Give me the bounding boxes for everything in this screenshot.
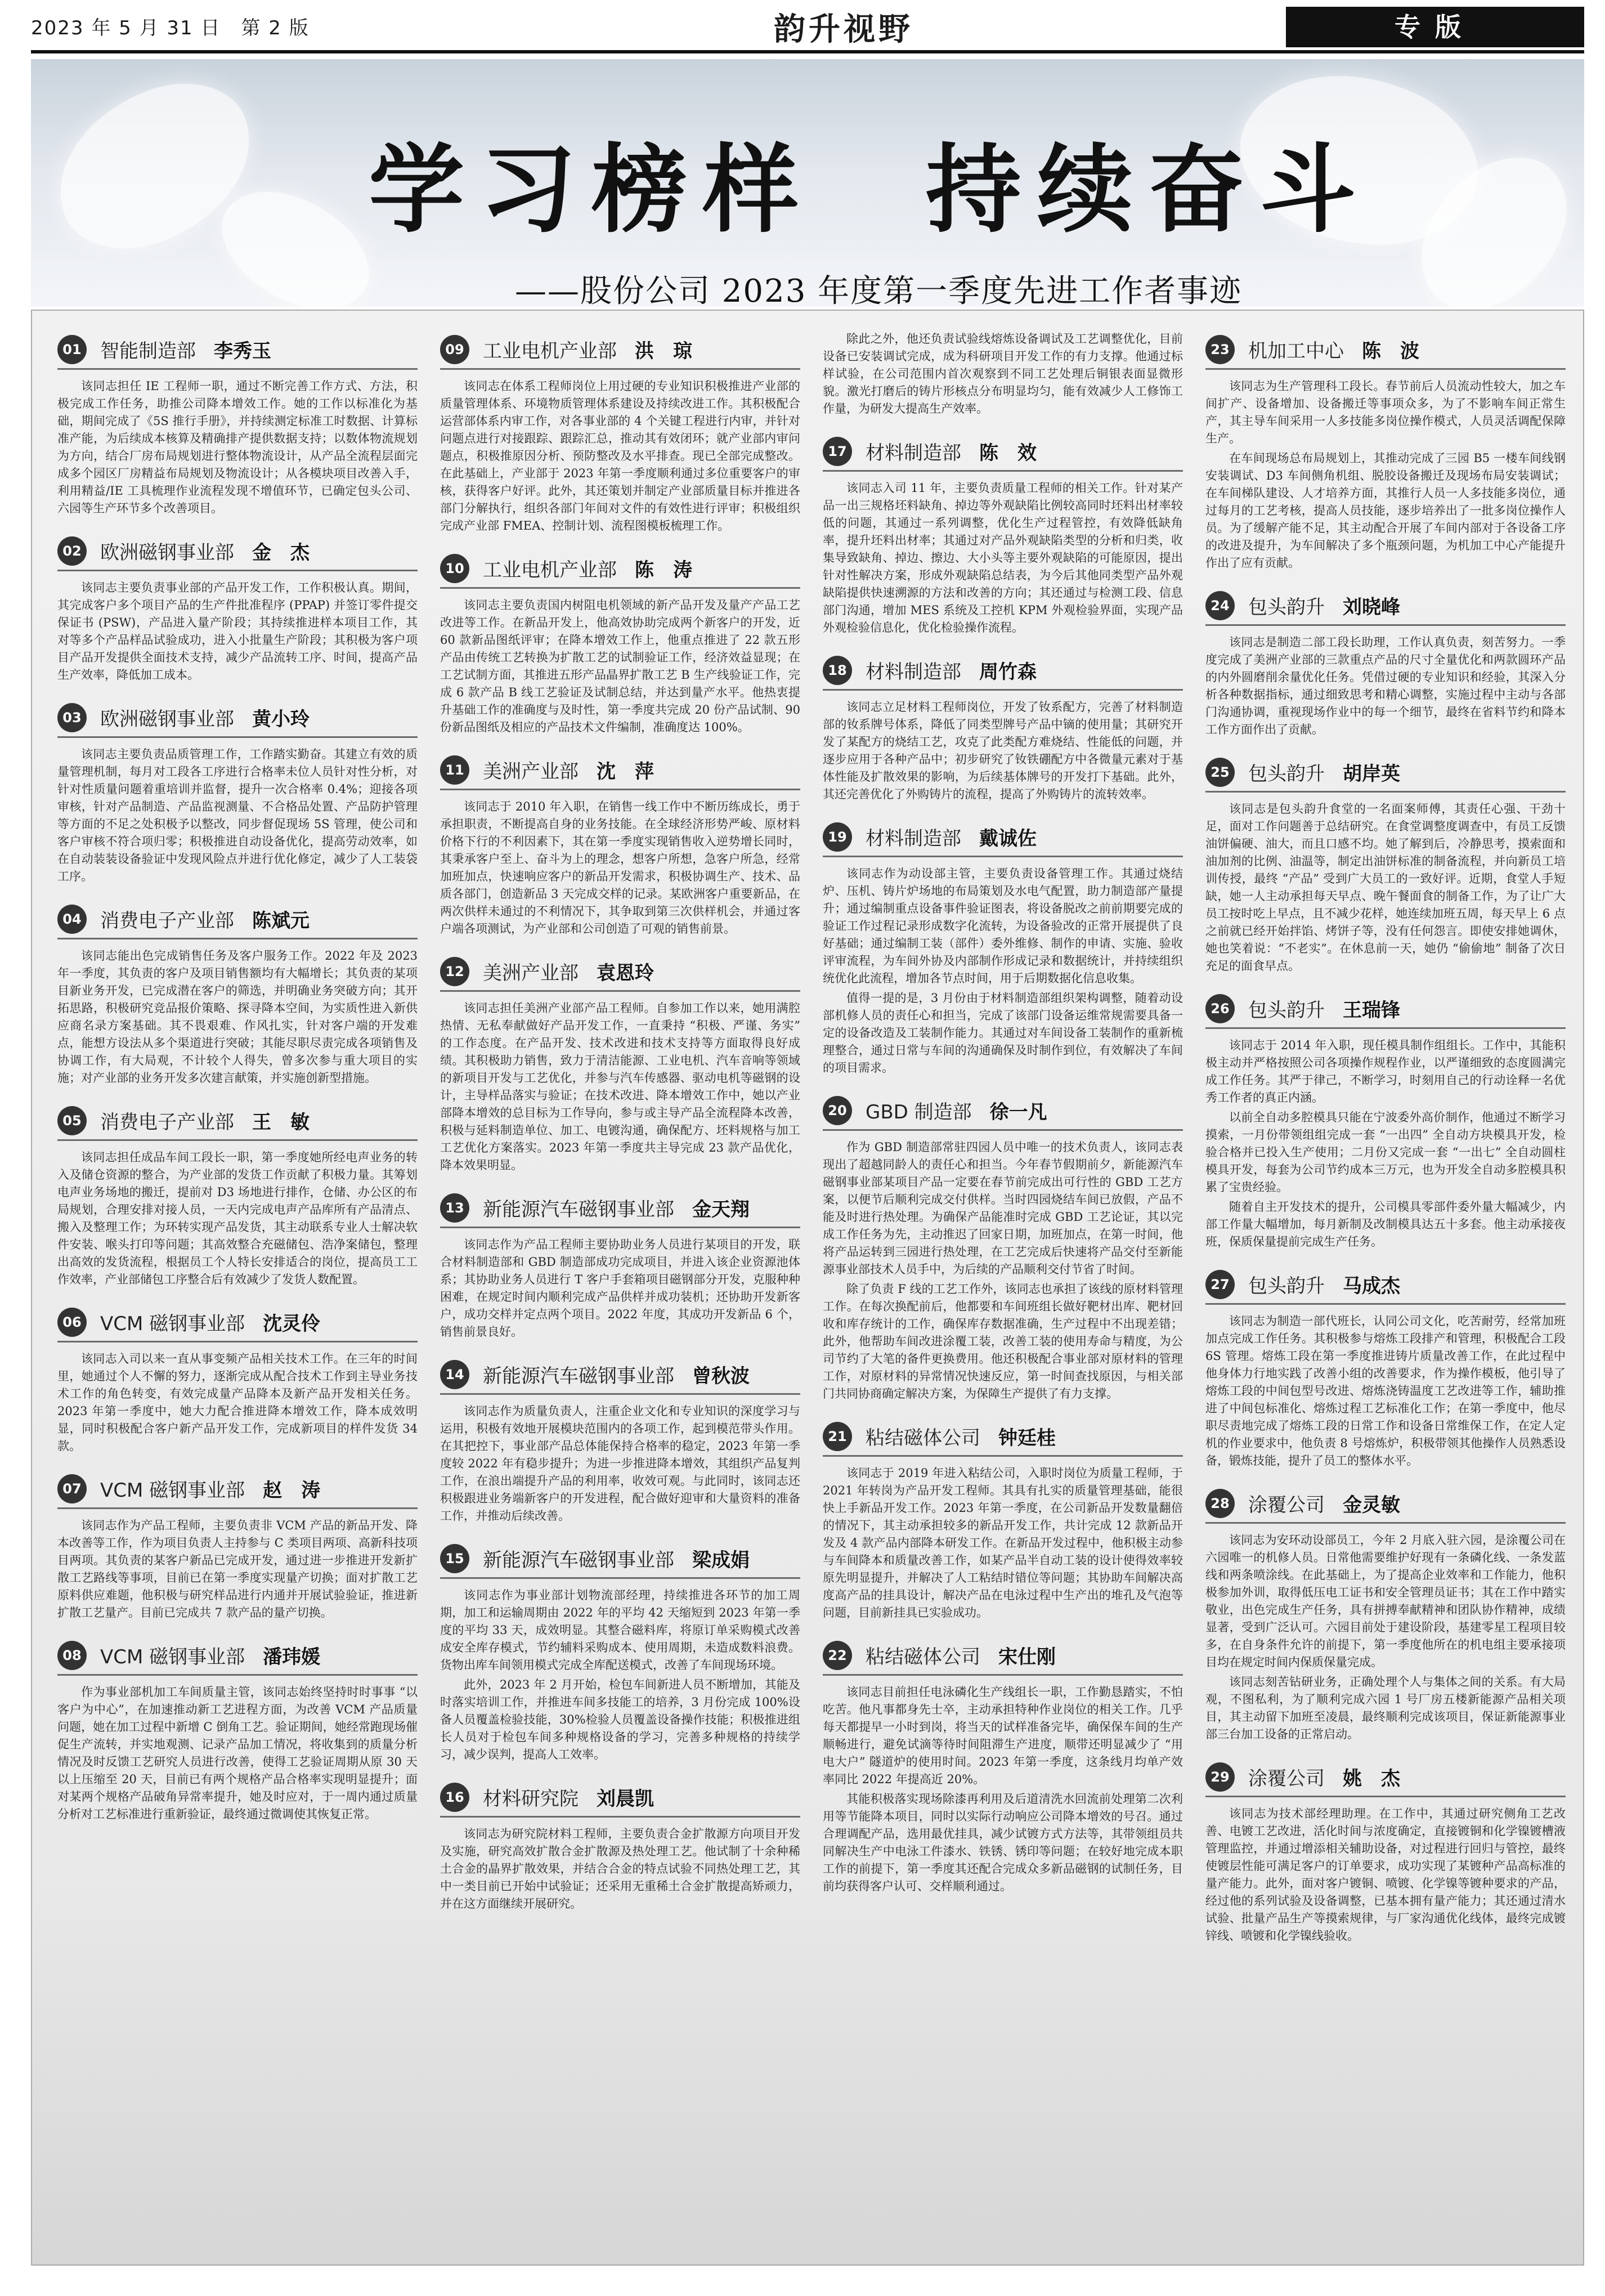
profile-header [823,651,1183,691]
entry-number-badge: 02 [57,536,87,566]
department-name: 包头韵升 [1248,596,1325,619]
profile-paragraph: 该同志为生产管理科工段长。春节前后人员流动性较大，加之车间扩产、设备增加、设备搬迁等事项众多，为了不影响车间正常生产，其主导车间采用一人多技能多岗位操作模式，人员灵活调配保障生产。 [1205,379,1566,445]
profile-header [440,1355,800,1395]
department-name: 消费电子产业部 [100,1111,234,1134]
entry-number-badge: 13 [440,1193,469,1223]
profile-entry [823,330,1183,418]
profile-entry [823,432,1183,637]
person-name: 金 杰 [252,541,310,564]
page-title: 学习榜样 持续奋斗 [369,133,1372,246]
page-header [31,0,1584,53]
department-name: 美洲产业部 [483,962,579,984]
profile-header [440,751,800,790]
profile-header [57,900,418,939]
person-name: 沈 萍 [597,760,654,783]
profile-paragraph: 该同志入司以来一直从事变频产品相关技术工作。在三年的时间里，她通过个人不懈的努力，逐渐完成从配合技术工作到主导业务技术工作的角色转变，有效完成量产品降本及新产品开发相关任务。2023 年第一季度中，她大力配合推进降本增效工作，降本成效明显，同时积极配合客户新产品开发工作，完成新项目的样件发货 34 款。 [57,1352,418,1453]
profile-paragraph: 该同志主要负责国内树阻电机领域的新产品开发及量产产品工艺改进等工作。在新品开发上，他高效协助完成两个新客户的开发，近 60 款新品图纸评审；在降本增效工作上，他重点推进了 22 款五形产品由传统工艺转换为扩散工艺的试制验证工作，经济效益显现；在工艺试制方面，其推进五形产品晶界扩散工艺 B 生产线验证工作，完成 6 款产品 B 线工艺验证及试制总结，并达到量产水平。他热衷提升基础工作的准确度与及时性，第一季度共完成 20 份产品试制、90 份新品图纸及相应的产品技术文件编制，准确度达 100%。 [440,598,800,734]
profile-entry [823,1417,1183,1622]
profile-header [57,532,418,571]
entry-number-badge: 03 [57,703,87,732]
profile-header [440,952,800,992]
article-column [57,330,418,1838]
profile-entry [823,1091,1183,1403]
department-name: 新能源汽车磁钢事业部 [483,1549,674,1572]
department-name: 材料制造部 [866,661,961,683]
entry-number-badge: 07 [57,1474,87,1503]
person-name: 陈 效 [979,442,1037,464]
profile-paragraph: 该同志立足材料工程师岗位，开发了钕系配方，完善了材料制造部的钕系牌号体系，降低了同类型牌号产品中镝的使用量；其研究开发了某配方的烧结工艺，攻克了此类配方难烧结、性能低的问题，并逐步应用于各种产品中；初步研究了钕铁硼配方中各微量元素对于基体性能及扩散效果的影响，为后续基体牌号的开发打下基础。此外，其还完善优化了外购铸片的流程，提高了外购铸片的流转效率。 [823,700,1183,801]
profile-paragraph: 以前全自动多腔模具只能在宁波委外高价制作，他通过不断学习摸索，一月份带领组组完成一套 “一出四” 全自动方块模具开发，检验合格并已投入生产使用；二月份又完成一套 “一出七” 全自动圆柱模具开发，每套为公司节约成本三万元，也为开发全自动多腔模具积累了宝贵经验。 [1205,1111,1566,1194]
department-name: 工业电机产业部 [483,559,617,581]
person-name: 袁恩玲 [597,962,654,984]
profile-entry [57,330,418,517]
profile-paragraph: 除了负责 F 线的工艺工作外，该同志也承担了该线的原材料管理工作。在每次换配前后，他都要和车间班组长做好靶材出库、靶材回收和库存统计的工作，确保库存数据准确，生产过程中不出现差错；此外，他帮助车间改进涂覆工装，改善工装的使用寿命与精度，为公司节约了大笔的备件更换费用。他还积极配合事业部对原材料的管理工作，对原材料的异常情况快速反应，第一时间查找原因，与相关部门共同协商确定解决方案，为保障生产提供了有力支撑。 [823,1282,1183,1400]
person-name: 曾秋波 [692,1365,750,1388]
entry-number-badge: 15 [440,1544,469,1573]
department-name: 机加工中心 [1248,340,1344,362]
department-name: 涂覆公司 [1248,1494,1325,1516]
profile-header [440,549,800,589]
entry-number-badge: 01 [57,335,87,364]
person-name: 王 敏 [252,1111,310,1134]
profile-paragraph: 该同志为安环动设部员工，今年 2 月底入驻六园，是涂覆公司在六园唯一的机修人员。日常他需要维护好现有一条磷化线、一条发蓝线和两条喷涂线。在此基础上，为了提高企业效率和工作能力，他积极参加外训，取得低压电工证书和安全管理员证书；其在工作中踏实敬业，出色完成生产任务，具有拼搏奉献精神和团队协作精神，成绩显著，受到广泛认可。六园目前处于建设阶段，基建零星工程项目较多，在自身条件允许的前提下，第一季度他所在的机电组主要承接项目均在规定时间内保质保量完成。 [1205,1533,1566,1669]
profile-paragraph: 在车间现场总布局规划上，其推动完成了三园 B5 一楼车间线钢安装调试、D3 车间侧角机组、脱胶设备搬迁及现场布局安装调试；在车间梯队建设、人才培养方面，其推行人员一人多技能多岗位，通过每月的工艺考核，提高人员技能，逐步培养出了一批多岗位操作人员。为了缓解产能不足，其主动配合开展了车间内部对于各设备工序的改进及提升，为车间解决了多个瓶颈问题，为机加工中心产能提升作出了应有贡献。 [1205,451,1566,570]
person-name: 宋仕刚 [998,1646,1056,1668]
profile-header [440,1539,800,1579]
entry-number-badge: 19 [823,822,852,852]
profile-header [1205,753,1566,793]
profile-paragraph: 其能积极落实现场除漆再利用及后道清洗水回流前处理第二次利用等节能降本项目，同时以实际行动响应公司降本增效的号召。通过合理调配产品，选用最优挂具，减少试镀方式方法等，其带领组员共同解决生产中电泳工件漆水、铁锈、锈印等问题；在较好地完成本职工作的前提下，第一季度其还配合完成众多新品磁钢的试制任务，目前均获得客户认可、交样顺利通过。 [823,1792,1183,1893]
profile-paragraph: 该同志于 2010 年入职，在销售一线工作中不断历练成长，勇于承担职责，不断提高自身的业务技能。在全球经济形势严峻、原材料价格下行的不利因素下，其在第一季度实现销售收入逆势增长同时，其秉承客户至上、奋斗为上的理念，想客户所想，急客户所急，经常加班加点，快速响应客户的新品开发需求，积极协调生产、技术、品质各部门，创造新品 3 天完成交样的记录。某欧洲客户重要新品，在两次供样未通过的不利情况下，其争取到第三次供样机会，并通过客户端各项测试，为产业部和公司创造了可观的销售前景。 [440,800,800,936]
entry-number-badge: 22 [823,1641,852,1670]
department-name: 工业电机产业部 [483,340,617,362]
person-name: 赵 涛 [263,1479,321,1502]
entry-number-badge: 09 [440,335,469,364]
profile-entry [823,1636,1183,1895]
profile-header [823,1417,1183,1457]
department-name: 欧洲磁钢事业部 [100,541,234,564]
profile-paragraph: 除此之外，他还负责试验线熔炼设备调试及工艺调整优化，目前设备已安装调试完成，成为科研项目开发工作的有力支撑。他通过标样试验，在公司范围内首次观察到不同工艺处理后铜银表面显微形貌。激光打磨后的铸片形核点分布明显均匀，能有效减少人工修饰工作量，为研发大提高生产效率。 [823,332,1183,415]
profile-entry [440,549,800,736]
entry-number-badge: 14 [440,1360,469,1389]
section-label: 专版 [1286,7,1584,47]
person-name: 梁成娟 [692,1549,750,1572]
profile-header [823,1636,1183,1676]
entry-number-badge: 16 [440,1783,469,1812]
masthead: 韵升视野 [774,11,913,48]
publication-date: 2023 年 5 月 31 日 第 2 版 [31,17,310,39]
profile-header [57,1102,418,1141]
profile-entry [57,1303,418,1455]
profile-entry [440,1189,800,1341]
department-name: 包头韵升 [1248,999,1325,1022]
person-name: 陈 波 [1362,340,1419,362]
entry-number-badge: 10 [440,554,469,583]
entry-number-badge: 12 [440,957,469,986]
profile-entry [823,818,1183,1077]
person-name: 王瑞锋 [1343,999,1400,1022]
profile-entry [823,651,1183,803]
profile-paragraph: 该同志为技术部经理助理。在工作中，其通过研究侧角工艺改善、电镀工艺改进，活化时间与浓度确定，直接镀铜和化学镍镀槽液管理监控，并通过增添相关辅助设备，对过程进行回归与管控，最终使镀层性能可满足客户的订单要求，成功实现了某镀种产品高标准的量产能力。此外，面对客户镀铜、喷镀、化学镍等镀种要求的产品，经过他的系列试验及设备调整，已基本拥有量产能力；其还通过清水试验、批量产品生产等摸索规律，与厂家沟通优化线体，最终完成镀锌线、喷镀和化学镍线验收。 [1205,1807,1566,1943]
department-name: VCM 磁钢事业部 [100,1479,245,1502]
department-name: 美洲产业部 [483,760,579,783]
profile-paragraph: 该同志作为质量负责人，注重企业文化和专业知识的深度学习与运用，积极有效地开展模块范围内的各项工作，起到模范带头作用。在其把控下，事业部产品总体能保持合格率的稳定，2023 年第一季度较 2022 年有稳步提升；为进一步推进降本增效，其组织产品复判工作，在浪出端提升产品的利用率，收效可观。与此同时，该同志还积极跟进业务端新客户的开发进程，配合做好迎审和大量资料的准备工作，并推动后续改善。 [440,1404,800,1523]
profile-header [57,1303,418,1342]
profile-paragraph: 该同志作为产品工程师主要协助业务人员进行某项目的开发，联合材料制造部和 GBD 制造部成功完成项目，并进入该企业资源池体系；其协助业务人员进行 T 客户手套箱项目磁钢部分开发，克服种种困难，在规定时间内顺利完成产品供样并成功装机；还协助开发新客户，成功交样并定点两个项目。2022 年度，其成功开发新品 6 个，销售前景良好。 [440,1238,800,1339]
person-name: 钟廷桂 [998,1427,1056,1449]
profile-entry [57,1470,418,1622]
profile-entry [1205,1265,1566,1470]
article-body [31,310,1584,2266]
title-banner [31,59,1584,307]
entry-number-badge: 26 [1205,994,1235,1023]
profile-header [1205,1758,1566,1797]
department-name: 粘结磁体公司 [866,1646,980,1668]
profile-paragraph: 该同志于 2019 年进入粘结公司，入职时岗位为质量工程师，于 2021 年转岗为产品开发工程师。其具有扎实的质量管理基础，能很快上手新品开发工作。2023 年第一季度，在公司新品开发数量翻倍的情况下，其主动承担较多的新品开发工作，共计完成 12 款新品开发及 4 款产品内部降本研发工作。在新品开发过程中，他积极主动参与车间降本和质量改善工作，如某产品半自动工装的设计使得效率较原先明显提升，并解决了人工粘结时错位等问题；其协助车间解决高度高产品的挂具设计，解决产品在电泳过程中生产出的堆孔及气泡等问题，目前新挂具已实验成功。 [823,1466,1183,1619]
profile-header [1205,1265,1566,1305]
article-column [440,330,800,1927]
profile-paragraph: 该同志担任美洲产业部产品工程师。自参加工作以来，她用满腔热情、无私奉献做好产品开发工作，一直秉持 “积极、严谨、务实” 的工作态度。在产品开发、技术改进和技术支持等方面取得良好成绩。其积极助力销售，致力于清洁能源、工业电机、汽车音响等领域的新项目开发与工艺优化，并参与汽车传感器、驱动电机等磁钢的设计，主导样品落实与验证；在技术改进、降本增效工作中，她以产业部降本增效的总目标为工作导向，参与或主导产品全流程降本改善，积极与延料制造单位、加工、电镀沟通，确保配方、坯料规格与加工工艺优化方案落实。2023 年第一季度共主导完成 23 款产品优化，降本效果明显。 [440,1001,800,1172]
entry-number-badge: 25 [1205,758,1235,787]
profile-entry [1205,330,1566,572]
profile-paragraph: 该同志为制造一部代班长，认同公司文化，吃苦耐劳，经常加班加点完成工作任务。其积极参与熔炼工段排产和管理，积极配合工段 6S 管理。熔炼工段在第一季度推进铸片质量改善工作，在此过程中他身体力行地实践了改善小组的改善要求，作为操作模板，他引导了熔炼工段的中间包型号改进、熔炼浇铸温度工艺改进等工作，辅助推进了中间包标准化、熔炼过程工艺标准化工作；在第一季度中，他尽职尽责地完成了熔炼工段的日常工作和设备日常维保工作，在定人定机的作业要求中，他负责 8 号熔炼炉，积极带领其他操作人员熟悉设备，锻炼技能，提升了员工的整体水平。 [1205,1314,1566,1467]
profile-paragraph: 该同志为研究院材料工程师，主要负责合金扩散源方向项目开发及实施，研究高效扩散合金扩散源及热处理工艺。他试制了十余种稀土合金的晶界扩散效果，并结合合金的特点试验不同热处理工艺，其中一类目前已开始中试验证；还采用无重稀土合金扩散提高矫顽力，并在这方面继续开展研究。 [440,1827,800,1910]
department-name: 包头韵升 [1248,763,1325,785]
department-name: 材料制造部 [866,442,961,464]
profile-entry [57,699,418,885]
department-name: 粘结磁体公司 [866,1427,980,1449]
profile-header [57,330,418,370]
profile-paragraph: 此外，2023 年 2 月开始，检包车间新进人员不断增加，其能及时落实培训工作，并推进车间多技能工的培养，3 月份完成 100%设备人员覆盖检验技能，30%检验人员覆盖设备操作技能；积极推进组长人员对于检包车间多种规格设备的学习，完善多种规格的持续学习，减少误判，提高人工效率。 [440,1678,800,1761]
profile-paragraph: 该同志担任 IE 工程师一职，通过不断完善工作方式、方法，积极完成工作任务，助推公司降本增效工作。她的工作以标准化为基础，期间完成了《5S 推行手册》，并持续测定标准工时数据、计算标准产能，为后续成本核算及精确排产提供数据支持；以数体物流规划为方向，结合厂房布局规划进行整体物流设计，从产品全流程层面完成多个园区厂房精益布局规划及物流设计；从各模块项目改善入手，利用精益/IE 工具梳理作业流程发现不增值环节，已确定包头公司、六园等生产环节多个改善项目。 [57,379,418,515]
person-name: 马成杰 [1343,1275,1400,1297]
profile-entry [440,330,800,535]
entry-number-badge: 18 [823,656,852,685]
profile-header [1205,330,1566,370]
profile-paragraph: 值得一提的是，3 月份由于材料制造部组织架构调整，随着动设部机修人员的责任心和担当，完成了该部门设备运维常规需要具备一定的设备改造及工装制作能力。其通过对车间设备工装制作的重新梳理整合，通过日常与车间的沟通确保及时制作到位，有效解决了车间的项目需求。 [823,991,1183,1075]
person-name: 陈斌元 [252,910,310,932]
profile-entry [1205,990,1566,1251]
department-name: 涂覆公司 [1248,1767,1325,1790]
profile-paragraph: 该同志作为产品工程师，主要负责非 VCM 产品的新品开发、降本改善等工作，作为项目负责人主持参与 C 类项目两项、高新科技项目两项。其负责的某客户新品已完成开发，通过进一步推进开发新扩散工艺路线等事项，目前已在第一季度实现量产切换；面对扩散工艺原料供应难题，他积极与研究样品进行内通并开展试验验证，推进新扩散工艺量产。目前已完成共 7 款产品的量产切换。 [57,1519,418,1619]
profile-paragraph: 该同志目前担任电泳磷化生产线组长一职，工作勤恳踏实，不怕吃苦。他凡事都身先士卒，主动承担特种作业岗位的相关工作。几乎每天都提早一小时到岗，将当天的试样准备完毕，确保保车间的生产顺畅进行，避免试滴等待时间阻滞生产进度，顺带还明显减少了 “用电大户” 隧道炉的使用时间。2023 年第一季度，这条线月均单产效率同比 2022 年提高近 20%。 [823,1685,1183,1786]
profile-header [440,1189,800,1228]
profile-entry [440,1355,800,1525]
profile-header [440,330,800,370]
person-name: 刘晓峰 [1343,596,1400,619]
profile-paragraph: 该同志主要负责品质管理工作，工作踏实勤奋。其建立有效的质量管理机制，每月对工段各工序进行合格率未位人员针对性分析，对针对性质量问题着重培训并监督，提升一次合格率 0.4%；迎接各项审核，针对产品制造、产品监视测量、不合格品处置、产品防护管理等方面的不足之处积极予以整改，同步督促现场 5S 管理，使公司和客户审核不符合项归零；积极推进自动设备优化，提高劳动效率，如在自动装装设备验证中发现风险点并进行优化修定，减少了人工装袋工序。 [57,748,418,883]
department-name: 智能制造部 [100,340,196,362]
profile-paragraph: 该同志主要负责事业部的产品开发工作，工作积极认真。期间，其完成客户多个项目产品的生产件批准程序 (PPAP) 并签订零件提交保证书 (PSW)，产品进入量产阶段；其持续推进样本项目工作，其对等多个产品样品试验成功，进入小批量生产阶段；其积极为客户项目产品开发提供全面技术支持，减少产品流转工序、时间，提高产品生产效率，降低加工成本。 [57,581,418,682]
profile-entry [57,1102,418,1288]
entry-number-badge: 17 [823,437,852,466]
person-name: 黄小玲 [252,708,310,731]
profile-paragraph: 该同志入司 11 年，主要负责质量工程师的相关工作。针对某产品一出三规格坯料缺角、掉边等外观缺陷比例较高同时坯料出材率较低的问题，其通过一系列调整，优化生产过程管控，有效降低缺角率，提升坯料出材率；其通过对产品外观缺陷类型的分析和归类，收集导致缺角、掉边、擦边、大小头等主要外观缺陷的可能原因，提出针对性解决方案，形成外观缺陷总结表，为今后其他同类型产品外观缺陷提供快速溯源的方法和改善的方向；其还通过与检测工段、信息部门沟通，增加 MES 系统及工控机 KPM 外观检验界面，实现产品外观检验信息化，优化检验操作流程。 [823,481,1183,634]
profile-header [440,1778,800,1818]
person-name: 胡岸英 [1343,763,1400,785]
person-name: 刘晨凯 [597,1788,654,1810]
person-name: 李秀玉 [214,340,271,362]
person-name: 戴诚佐 [979,827,1037,850]
person-name: 沈灵伶 [263,1313,321,1335]
entry-number-badge: 08 [57,1641,87,1670]
department-name: VCM 磁钢事业部 [100,1646,245,1668]
profile-paragraph: 该同志作为动设部主管，主要负责设备管理工作。其通过烧结炉、压机、铸片炉场地的布局策划及水电气配置，助力制造部产量提升；通过编制重点设备事件验证图表，将设备脱改之前前期要完成的验证工作过程记录形成数字化流转，为设备验改的正常开展提供了良好基础；通过编制工装（部件）委外维修、制作的申请、实施、验收评审流程，为车间外协及内部制作形成记录和数据统计，并持续组织统优化此流程，增加各节点时间，用于后期数据化信息收集。 [823,867,1183,985]
department-name: 材料研究院 [483,1788,579,1810]
department-name: GBD 制造部 [866,1101,972,1124]
entry-number-badge: 06 [57,1308,87,1337]
profile-header [823,432,1183,472]
profile-header [823,818,1183,857]
profile-entry [440,751,800,938]
entry-number-badge: 20 [823,1096,852,1125]
profile-entry [440,1539,800,1764]
profile-paragraph: 作为事业部机加工车间质量主管，该同志始终坚持时时事事 “以客户为中心”，在加速推动新工艺进程方面，为改善 VCM 产品质量问题，她在加工过程中新增 C 倒角工艺。验证期间，她经常跑现场催促生产流转，并实地观测、记录产品加工情况，将收集到的质量分析情况及时反馈工艺研究人员进行改善，使得工艺验证周期从原 30 天以上压缩至 20 天，目前已有两个规格产品合格率实现明显提升；面对某两个规格产品破角异常率提升，她及时应对，于一周内通过质量分析对工艺标准进行重新验证，最终通过微调使其恢复正常。 [57,1685,418,1821]
profile-entry [57,532,418,684]
profile-entry [57,900,418,1087]
article-column [823,330,1183,1910]
profile-paragraph: 作为 GBD 制造部常驻四园人员中唯一的技术负责人，该同志表现出了超越同龄人的责任心和担当。今年春节假期前夕，新能源汽车磁钢事业部某项目产品一定要在春节前完成出可行性的 GBD 工艺方案，以便节后顺利完成交付供样。当时四园烧结车间已放假，产品不能及时进行热处理。为确保产品能准时完成 GBD 工艺论证，其以完成工作任务为先，主动推迟了回家日期，加班加点，在第一时间，他将产品运转到三园进行热处理，在工艺完成后快速将产品交付至新能源事业部技术人员手中，为后续的产品顺利交付节省了时间。 [823,1140,1183,1276]
profile-entry [440,952,800,1174]
department-name: 欧洲磁钢事业部 [100,708,234,731]
profile-paragraph: 该同志在体系工程师岗位上用过硬的专业知识积极推进产业部的质量管理体系、环境物质管理体系建设及持续改进工作。其积极配合运营部体系内审工作，对各事业部的 4 个关键工程进行内审，并针对问题点进行对接跟踪、跟踪汇总，推动其有效闭环；就产业部内审问题点，积极推原因分析、预防整改及水平排查。现已全部完成整改。在此基础上，产业部于 2023 年第一季度顺利通过多位重要客户的审核，获得客户好评。此外，其还策划并制定产业部质量目标并推进各部门分解执行，组织各部门年间对文件的有效性进行评审；积极组织完成产业部 FMEA、控制计划、流程图模板梳理工作。 [440,379,800,532]
person-name: 潘玮媛 [263,1646,321,1668]
department-name: 新能源汽车磁钢事业部 [483,1365,674,1388]
profile-header [1205,1484,1566,1524]
entry-number-badge: 04 [57,905,87,934]
profile-paragraph: 该同志作为事业部计划物流部经理，持续推进各环节的加工周期，加工和运输周期由 2022 年的平均 42 天缩短到 2023 年第一季度的平均 33 天，成效明显。其整合磁料库，将原订单采购模式改善成安全库存模式，节约辅料采购成本、使用周期，未造成数料浪费。货物出库车间领用模式完成全库配送模式，改善了车间现场环境。 [440,1588,800,1672]
entry-number-badge: 28 [1205,1489,1235,1518]
profile-entry [1205,1758,1566,1945]
entry-number-badge: 29 [1205,1762,1235,1792]
profile-paragraph: 该同志是包头韵升食堂的一名面案师傅，其责任心强、干劲十足，面对工作问题善于总结研究。在食堂调整度调查中，有员工反馈油饼偏硬、油大，而且口感不均。她了解到后，冷静思考，摸索面和油加剂的比例、油温等，制定出油饼标准的制备流程，并向新员工培训传授，最终 “产品” 受到广大员工的一致好评。近期，食堂人手短缺，她一人主动承担每天早点、晚午餐面食的制备工作，为了让广大员工按时吃上早点，且不减少花样，她连续加班五周，每天早上 6 点之前就已经开始拌馅、烤饼子等，没有任何怨言。即使安排她调休，她也笑着说：“不老实”。在休息前一天，她仍 “偷偷地” 制备了次日充足的面食早点。 [1205,802,1566,973]
profile-header [57,699,418,738]
person-name: 金天翔 [692,1198,750,1221]
profile-entry [440,1778,800,1913]
article-column [1205,330,1566,1959]
person-name: 徐一凡 [989,1101,1047,1124]
profile-entry [1205,1484,1566,1743]
profile-header [823,1091,1183,1131]
department-name: 新能源汽车磁钢事业部 [483,1198,674,1221]
profile-entry [1205,587,1566,739]
profile-paragraph: 该同志担任成品车间工段长一职，第一季度她所经电声业务的转入及储仓资源的整合，为产业部的发货工作贡献了积极力量。其筹划电声业务场地的搬迁，提前对 D3 场地进行排作，仓储、办公区的布局规划，合理安排对接人员，一天内完成电声产品库所有产品清点、搬入及整理工作；为环转实现产品发货，其主动联系专业人士解决软件安装、喉头打印等问题；其高效整合充磁储包、浩净案储包，整理出高效的发货流程，根据员工个人特长安排适合的岗位，提高员工工作效率，产业部储包工序整合后有效减少了发货人数配置。 [57,1151,418,1286]
profile-header [1205,990,1566,1029]
profile-paragraph: 随着自主开发技术的提升，公司模具零部件委外量大幅减少，内部工作量大幅增加，每月新制及改制模具达五十多套。他主动承接夜班，保质保量提前完成生产任务。 [1205,1200,1566,1248]
person-name: 陈 涛 [635,559,692,581]
entry-number-badge: 27 [1205,1270,1235,1299]
entry-number-badge: 05 [57,1106,87,1135]
entry-number-badge: 24 [1205,591,1235,620]
profile-header [57,1636,418,1676]
entry-number-badge: 11 [440,755,469,785]
profile-entry [57,1636,418,1823]
department-name: 包头韵升 [1248,1275,1325,1297]
profile-paragraph: 该同志刻苦钻研业务，正确处理个人与集体之间的关系。有大局观，不图私利，为了顺利完成六园 1 号厂房五楼新能源产品相关项目，其主动留下加班至凌晨，最终顺利完成该项目，保证新能源事业部三台加工设备的正常启动。 [1205,1675,1566,1741]
profile-paragraph: 该同志是制造二部工段长助理，工作认真负责，刻苦努力。一季度完成了美洲产业部的三款重点产品的尺寸全量优化和两款圆环产品的内外圆磨削余量优化任务。凭借过硬的专业知识和经验，其深入分析各种数据指标，通过细致思考和精心调整，实施过程中主动与各部门沟通协调，重视现场作业中的每一个细节，最终在省料节约和降本工作方面作出了贡献。 [1205,635,1566,736]
department-name: 材料制造部 [866,827,961,850]
department-name: 消费电子产业部 [100,910,234,932]
profile-header [1205,587,1566,626]
profile-header [57,1470,418,1509]
person-name: 姚 杰 [1343,1767,1400,1790]
profile-paragraph: 该同志能出色完成销售任务及客户服务工作。2022 年及 2023 年一季度，其负责的客户及项目销售额均有大幅增长；其负责的某项目新业务开发，已完成潜在客户的筛选，并明确业务突破方向；其开拓思路，积极研究竞品报价策略、探寻降本空间，为实质性进入新供应商名录方案基础。其不畏艰难、作风扎实，针对客户端的开发难点，能想方设法从多个渠道进行突破；其能尽职尽责完成各项销售及协调工作，有大局观，不计较个人得失，曾多次参与重大项目的实施；对产业部的业务开发多次建言献策，并实施创新型措施。 [57,949,418,1085]
profile-entry [1205,753,1566,975]
page-subtitle: ——股份公司 2023 年度第一季度先进工作者事迹 [515,273,1243,307]
entry-number-badge: 21 [823,1422,852,1451]
person-name: 洪 琼 [635,340,692,362]
person-name: 周竹森 [979,661,1037,683]
profile-paragraph: 该同志于 2014 年入职，现任模具制作组组长。工作中，其能积极主动并严格按照公司各项操作规程作业，以严谨细致的态度圆满完成工作任务。其严于律己，不断学习，时刻用自己的行动诠释一名优秀工作者的真正内涵。 [1205,1039,1566,1104]
person-name: 金灵敏 [1343,1494,1400,1516]
department-name: VCM 磁钢事业部 [100,1313,245,1335]
entry-number-badge: 23 [1205,335,1235,364]
